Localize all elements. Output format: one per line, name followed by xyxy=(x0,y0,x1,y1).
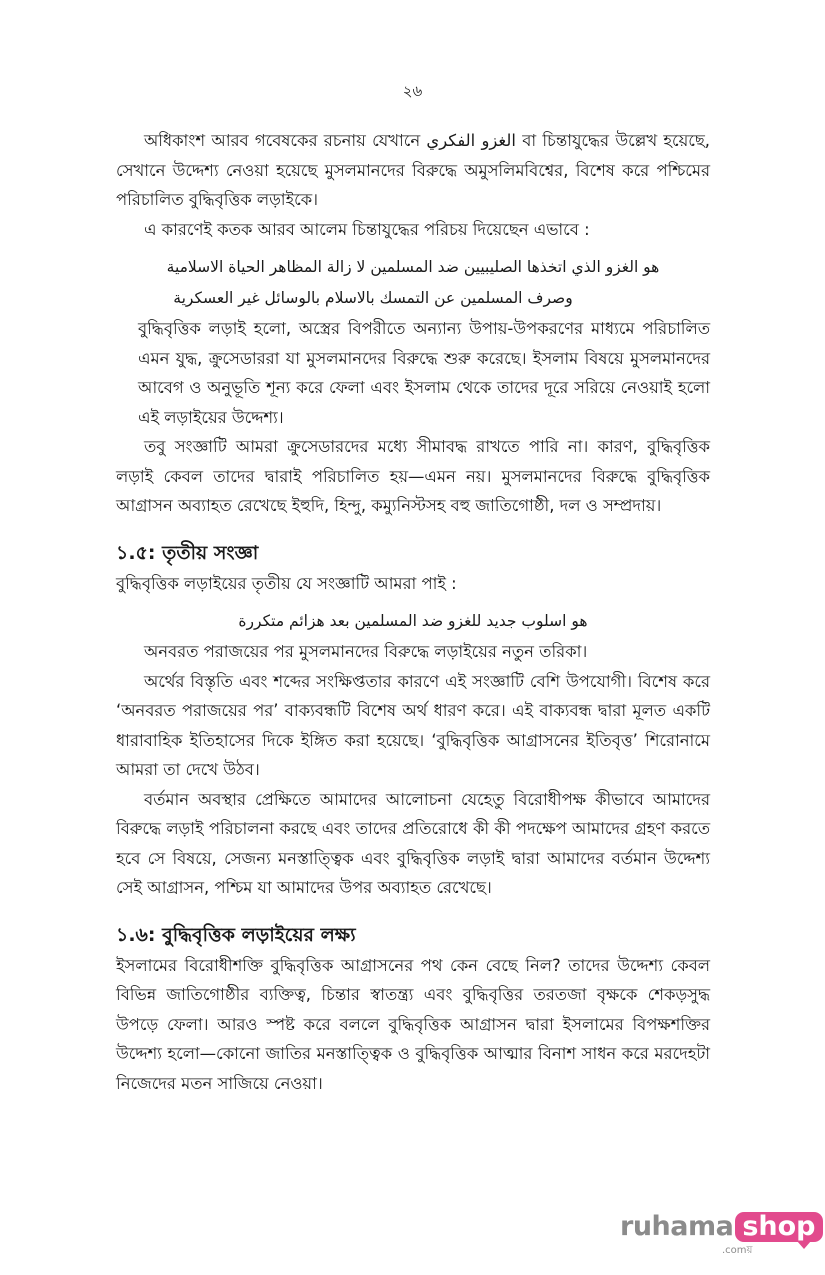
logo-bubble xyxy=(735,1212,822,1242)
section-1-5-paragraph-2: অর্থের বিস্তৃতি এবং শব্দের সংক্ষিপ্ততার কারণে এই সংজ্ঞাটি বেশি উপযোগী। বিশেষ করে ‘অনবরত পরাজয়ের পর’ বাক্যবন্ধটি বিশেষ অর্থ ধারণ করে। এই বাক্যবন্ধ দ্বারা মূলত একটি ধারাবাহিক ইতিহাসের দিকে ইঙ্গিত করা হয়েছে। ‘বুদ্ধিবৃত্তিক আগ্রাসনের ইতিবৃত্ত’ শিরোনামে আমরা তা দেখে উঠব। xyxy=(116,671,710,779)
translation-2: অনবরত পরাজয়ের পর মুসলমানদের বিরুদ্ধে লড়াইয়ের নতুন তরিকা। xyxy=(144,642,588,661)
paragraph-intro-3: তবু সংজ্ঞাটি আমরা ক্রুসেডারদের মধ্যে সীমাবদ্ধ রাখতে পারি না। কারণ, বুদ্ধিবৃত্তিক লড়াই কেবল তাদের দ্বারাই পরিচালিত হয়—এমন নয়। মুসলমানদের বিরুদ্ধে বুদ্ধিবৃত্তিক আগ্রাসন অব্যাহত রেখেছে ইহুদি, হিন্দু, কম্যুনিস্টসহ বহু জাতিগোষ্ঠী, দল ও সম্প্রদায়। xyxy=(116,437,710,515)
paragraph-intro-1 xyxy=(116,126,710,215)
page-body xyxy=(116,126,710,1098)
logo-domain: .comয় xyxy=(722,1245,753,1256)
section-1-5-paragraph-1: বুদ্ধিবৃত্তিক লড়াইয়ের তৃতীয় যে সংজ্ঞাটি আমরা পাই : xyxy=(116,573,457,593)
paragraph-intro-2: এ কারণেই কতক আরব আলেম চিন্তাযুদ্ধের পরিচয় দিয়েছেন এভাবে : xyxy=(144,219,590,239)
section-heading-1-6: ১.৬: বুদ্ধিবৃত্তিক লড়াইয়ের লক্ষ্য xyxy=(116,923,356,946)
arabic-quote-3: هو اسلوب جديد للغزو ضد المسلمين بعد هزائم متكررة xyxy=(238,612,588,630)
logo-bubble-text: shop xyxy=(742,1211,816,1242)
paragraph-intro-1-before: অধিকাংশ আরব গবেষকের রচনায় যেখানে xyxy=(144,131,427,150)
paragraph-intro-1-after: বা চিন্তাযুদ্ধের উল্লেখ হয়েছে, সেখানে উদ্দেশ্য নেওয়া হয়েছে মুসলমানদের বিরুদ্ধে অমুসলিমবিশ্বের, বিশেষ করে পশ্চিমের পরিচালিত বুদ্ধিবৃত্তিক লড়াইকে। xyxy=(116,131,710,209)
section-1-5-paragraph-3: বর্তমান অবস্থার প্রেক্ষিতে আমাদের আলোচনা যেহেতু বিরোধীপক্ষ কীভাবে আমাদের বিরুদ্ধে লড়াই পরিচালনা করছে এবং তাদের প্রতিরোধে কী কী পদক্ষেপ আমাদের গ্রহণ করতে হবে সে বিষয়ে, সেজন্য মনস্তাত্ত্বিক এবং বুদ্ধিবৃত্তিক লড়াই দ্বারা আমাদের বর্তমান উদ্দেশ্য সেই আগ্রাসন, পশ্চিম যা আমাদের উপর অব্যাহত রেখেছে। xyxy=(116,789,710,897)
arabic-quote-2: وصرف المسلمين عن التمسك بالاسلام بالوسائل غير العسكرية xyxy=(173,289,573,307)
section-heading-1-5: ১.৫: তৃতীয় সংজ্ঞা xyxy=(116,541,259,564)
arabic-quote-1: هو الغزو الذي اتخذها الصليبيين ضد المسلمين لا زالة المظاهر الحياة الاسلامية xyxy=(166,258,660,276)
page-number: ২৬ xyxy=(402,82,423,100)
logo-word: ruhama xyxy=(620,1211,734,1242)
ruhamashop-logo xyxy=(620,1211,823,1256)
section-1-6-paragraph-1: ইসলামের বিরোধীশক্তি বুদ্ধিবৃত্তিক আগ্রাসনের পথ কেন বেছে নিল? তাদের উদ্দেশ্য কেবল বিভিন্ন জাতিগোষ্ঠীর ব্যক্তিত্ব, চিন্তার স্বাতন্ত্র্য এবং বুদ্ধিবৃত্তির তরতজা বৃক্ষকে শেকড়সুদ্ধ উপড়ে ফেলা। আরও স্পষ্ট করে বললে বুদ্ধিবৃত্তিক আগ্রাসন দ্বারা ইসলামের বিপক্ষশক্তির উদ্দেশ্য হলো—কোনো জাতির মনস্তাত্ত্বিক ও বুদ্ধিবৃত্তিক আত্মার বিনাশ সাধন করে মরদেহটা নিজেদের মতন সাজিয়ে নেওয়া। xyxy=(116,955,710,1093)
arabic-inline-term: الغزو الفكري xyxy=(426,131,516,150)
translation-1: বুদ্ধিবৃত্তিক লড়াই হলো, অস্ত্রের বিপরীতে অন্যান্য উপায়-উপকরণের মাধ্যমে পরিচালিত এমন যুদ্ধ, ক্রুসেডাররা যা মুসলমানদের বিরুদ্ধে শুরু করেছে। ইসলাম বিষয়ে মুসলমানদের আবেগ ও অনুভূতি শূন্য করে ফেলা এবং ইসলাম থেকে তাদের দূরে সরিয়ে নেওয়াই হলো এই লড়াইয়ের উদ্দেশ্য। xyxy=(138,319,710,427)
